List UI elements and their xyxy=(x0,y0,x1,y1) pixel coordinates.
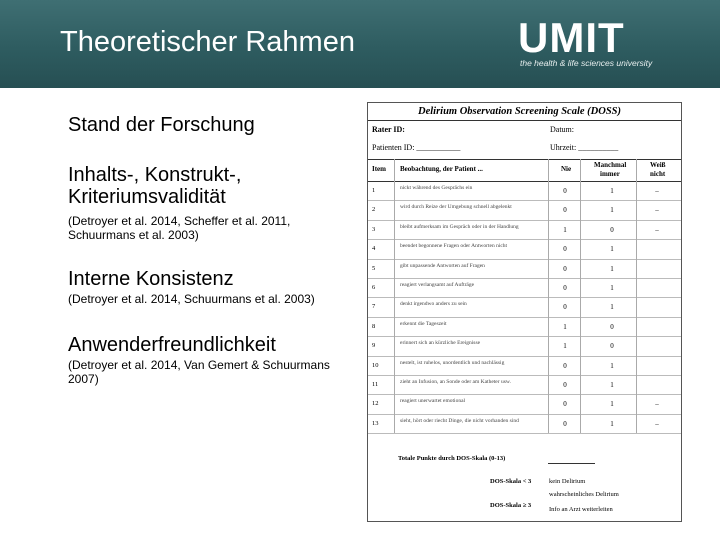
row-immer-value: 1 xyxy=(610,419,614,428)
row-number: 7 xyxy=(372,303,376,311)
row-immer-value: 1 xyxy=(610,206,614,215)
column-divider xyxy=(394,159,395,433)
row-divider xyxy=(368,394,681,395)
row-number: 1 xyxy=(372,187,376,194)
citation: (Detroyer et al. 2014, Scheffer et al. 2011, xyxy=(68,214,291,228)
row-nie-value: 0 xyxy=(563,187,567,195)
rater-id-label: Rater ID: xyxy=(372,125,405,134)
row-immer-value: 1 xyxy=(610,264,614,273)
row-number: 2 xyxy=(372,206,376,214)
row-nie-value: 0 xyxy=(563,206,567,215)
row-observation: zieht an Infusion, an Sonde oder am Katheter usw. xyxy=(400,379,511,385)
row-immer-value: 1 xyxy=(610,284,614,292)
row-weiss-value: – xyxy=(655,206,659,215)
row-observation: erkennt die Tageszeit xyxy=(400,320,447,327)
row-observation: beendet begonnene Fragen oder Antworten nicht xyxy=(400,243,508,250)
item-heading: Anwenderfreundlichkeit xyxy=(68,334,276,356)
doss-form-image xyxy=(367,102,682,522)
form-title: Delirium Observation Screening Scale (DOSS) xyxy=(418,106,622,117)
citation: Schuurmans et al. 2003) xyxy=(68,228,199,242)
column-divider xyxy=(636,159,637,433)
item-heading: Interne Konsistenz xyxy=(68,268,234,290)
row-nie-value: 1 xyxy=(563,342,567,351)
row-observation: sieht, hört oder riecht Dinge, die nicht vorhanden sind xyxy=(400,417,519,424)
row-weiss-value: – xyxy=(655,419,659,428)
row-number: 10 xyxy=(372,361,379,369)
row-number: 6 xyxy=(372,284,376,291)
row-number: 11 xyxy=(372,381,379,388)
row-immer-value: 1 xyxy=(610,361,614,370)
row-immer-value: 0 xyxy=(610,342,614,351)
patient-id-label: Patienten ID: ___________ xyxy=(372,143,461,152)
column-divider xyxy=(580,159,581,433)
row-number: 13 xyxy=(372,419,379,427)
row-nie-value: 0 xyxy=(563,245,567,254)
row-immer-value: 1 xyxy=(610,381,614,389)
item-heading: Inhalts-, Konstrukt-, xyxy=(68,164,242,186)
row-number: 9 xyxy=(372,342,376,350)
col-observation: Beobachtung, der Patient ... xyxy=(400,165,483,173)
form-divider xyxy=(368,120,681,121)
row-immer-value: 0 xyxy=(610,225,614,234)
datum-label: Datum: xyxy=(550,125,574,134)
uhrzeit-label: Uhrzeit: __________ xyxy=(550,143,619,152)
row-divider xyxy=(368,375,681,376)
row-nie-value: 0 xyxy=(563,264,567,273)
row-divider xyxy=(368,200,681,201)
row-immer-value: 1 xyxy=(610,187,614,195)
row-weiss-value: – xyxy=(655,187,659,195)
result-inform-doctor: Info an Arzt weiterleiten xyxy=(549,506,613,513)
row-divider xyxy=(368,239,681,240)
row-immer-value: 0 xyxy=(610,322,614,331)
row-weiss-value: – xyxy=(655,225,659,234)
citation: 2007) xyxy=(68,372,99,386)
row-immer-value: 1 xyxy=(610,303,614,312)
row-divider xyxy=(368,297,681,298)
row-nie-value: 1 xyxy=(563,322,567,331)
row-nie-value: 0 xyxy=(563,303,567,312)
col-nicht: nicht xyxy=(650,170,666,178)
row-divider xyxy=(368,220,681,221)
row-observation: wird durch Reize der Umgebung schnell abgelenkt xyxy=(400,204,512,211)
row-nie-value: 0 xyxy=(563,400,567,409)
row-divider xyxy=(368,317,681,318)
citation: (Detroyer et al. 2014, Van Gemert & Schuurmans xyxy=(68,358,330,372)
row-number: 8 xyxy=(372,322,376,330)
row-divider xyxy=(368,433,681,434)
header-bar xyxy=(0,0,720,88)
row-divider xyxy=(368,414,681,415)
section-title: Stand der Forschung xyxy=(68,114,255,136)
row-divider xyxy=(368,336,681,337)
total-label: Totale Punkte durch DOS-Skala (0-13) xyxy=(398,455,506,462)
row-number: 5 xyxy=(372,264,376,272)
column-divider xyxy=(548,159,549,433)
row-observation: denkt irgendwo anders zu sein xyxy=(400,301,467,308)
total-blank xyxy=(548,463,595,464)
row-divider xyxy=(368,278,681,279)
item-heading: Kriteriumsvalidität xyxy=(68,186,226,208)
row-nie-value: 0 xyxy=(563,361,567,370)
form-divider xyxy=(368,159,681,160)
row-observation: erinnert sich an kürzliche Ereignisse xyxy=(400,340,481,347)
result-no-delirium: kein Delirium xyxy=(549,478,586,485)
row-nie-value: 1 xyxy=(563,225,567,234)
row-number: 4 xyxy=(372,245,376,253)
row-weiss-value: – xyxy=(655,400,659,409)
row-observation: nickt während des Gesprächs ein xyxy=(400,185,473,191)
logo-tagline: the health & life sciences university xyxy=(520,58,653,68)
col-item: Item xyxy=(372,165,386,173)
row-nie-value: 0 xyxy=(563,381,567,389)
col-nie: Nie xyxy=(561,165,572,173)
scale-lt: DOS-Skala < 3 xyxy=(490,478,532,485)
col-manchmal: Manchmal xyxy=(594,161,627,169)
row-observation: nestelt, ist ruhelos, unordentlich und nachlässig xyxy=(400,359,505,366)
row-immer-value: 1 xyxy=(610,245,614,254)
row-observation: gibt unpassende Antworten auf Fragen xyxy=(400,262,485,269)
row-number: 12 xyxy=(372,400,379,408)
row-nie-value: 0 xyxy=(563,284,567,292)
slide-title: Theoretischer Rahmen xyxy=(60,26,355,58)
result-likely-delirium: wahrscheinliches Delirium xyxy=(549,491,619,498)
row-number: 3 xyxy=(372,225,376,233)
row-divider xyxy=(368,259,681,260)
table-header-line xyxy=(368,181,681,182)
row-observation: reagiert verlangsamt auf Aufträge xyxy=(400,282,475,288)
row-divider xyxy=(368,356,681,357)
row-observation: reagiert unerwartet emotional xyxy=(400,398,466,405)
row-observation: bleibt aufmerksam im Gespräch oder in der Handlung xyxy=(400,223,519,230)
row-nie-value: 0 xyxy=(563,419,567,428)
row-immer-value: 1 xyxy=(610,400,614,409)
col-weiss: Weiß xyxy=(650,161,666,169)
citation: (Detroyer et al. 2014, Schuurmans et al. 2003) xyxy=(68,292,315,306)
umit-logo: UMIT xyxy=(518,14,625,61)
scale-ge: DOS-Skala ≥ 3 xyxy=(490,502,532,509)
col-immer: immer xyxy=(600,170,620,178)
